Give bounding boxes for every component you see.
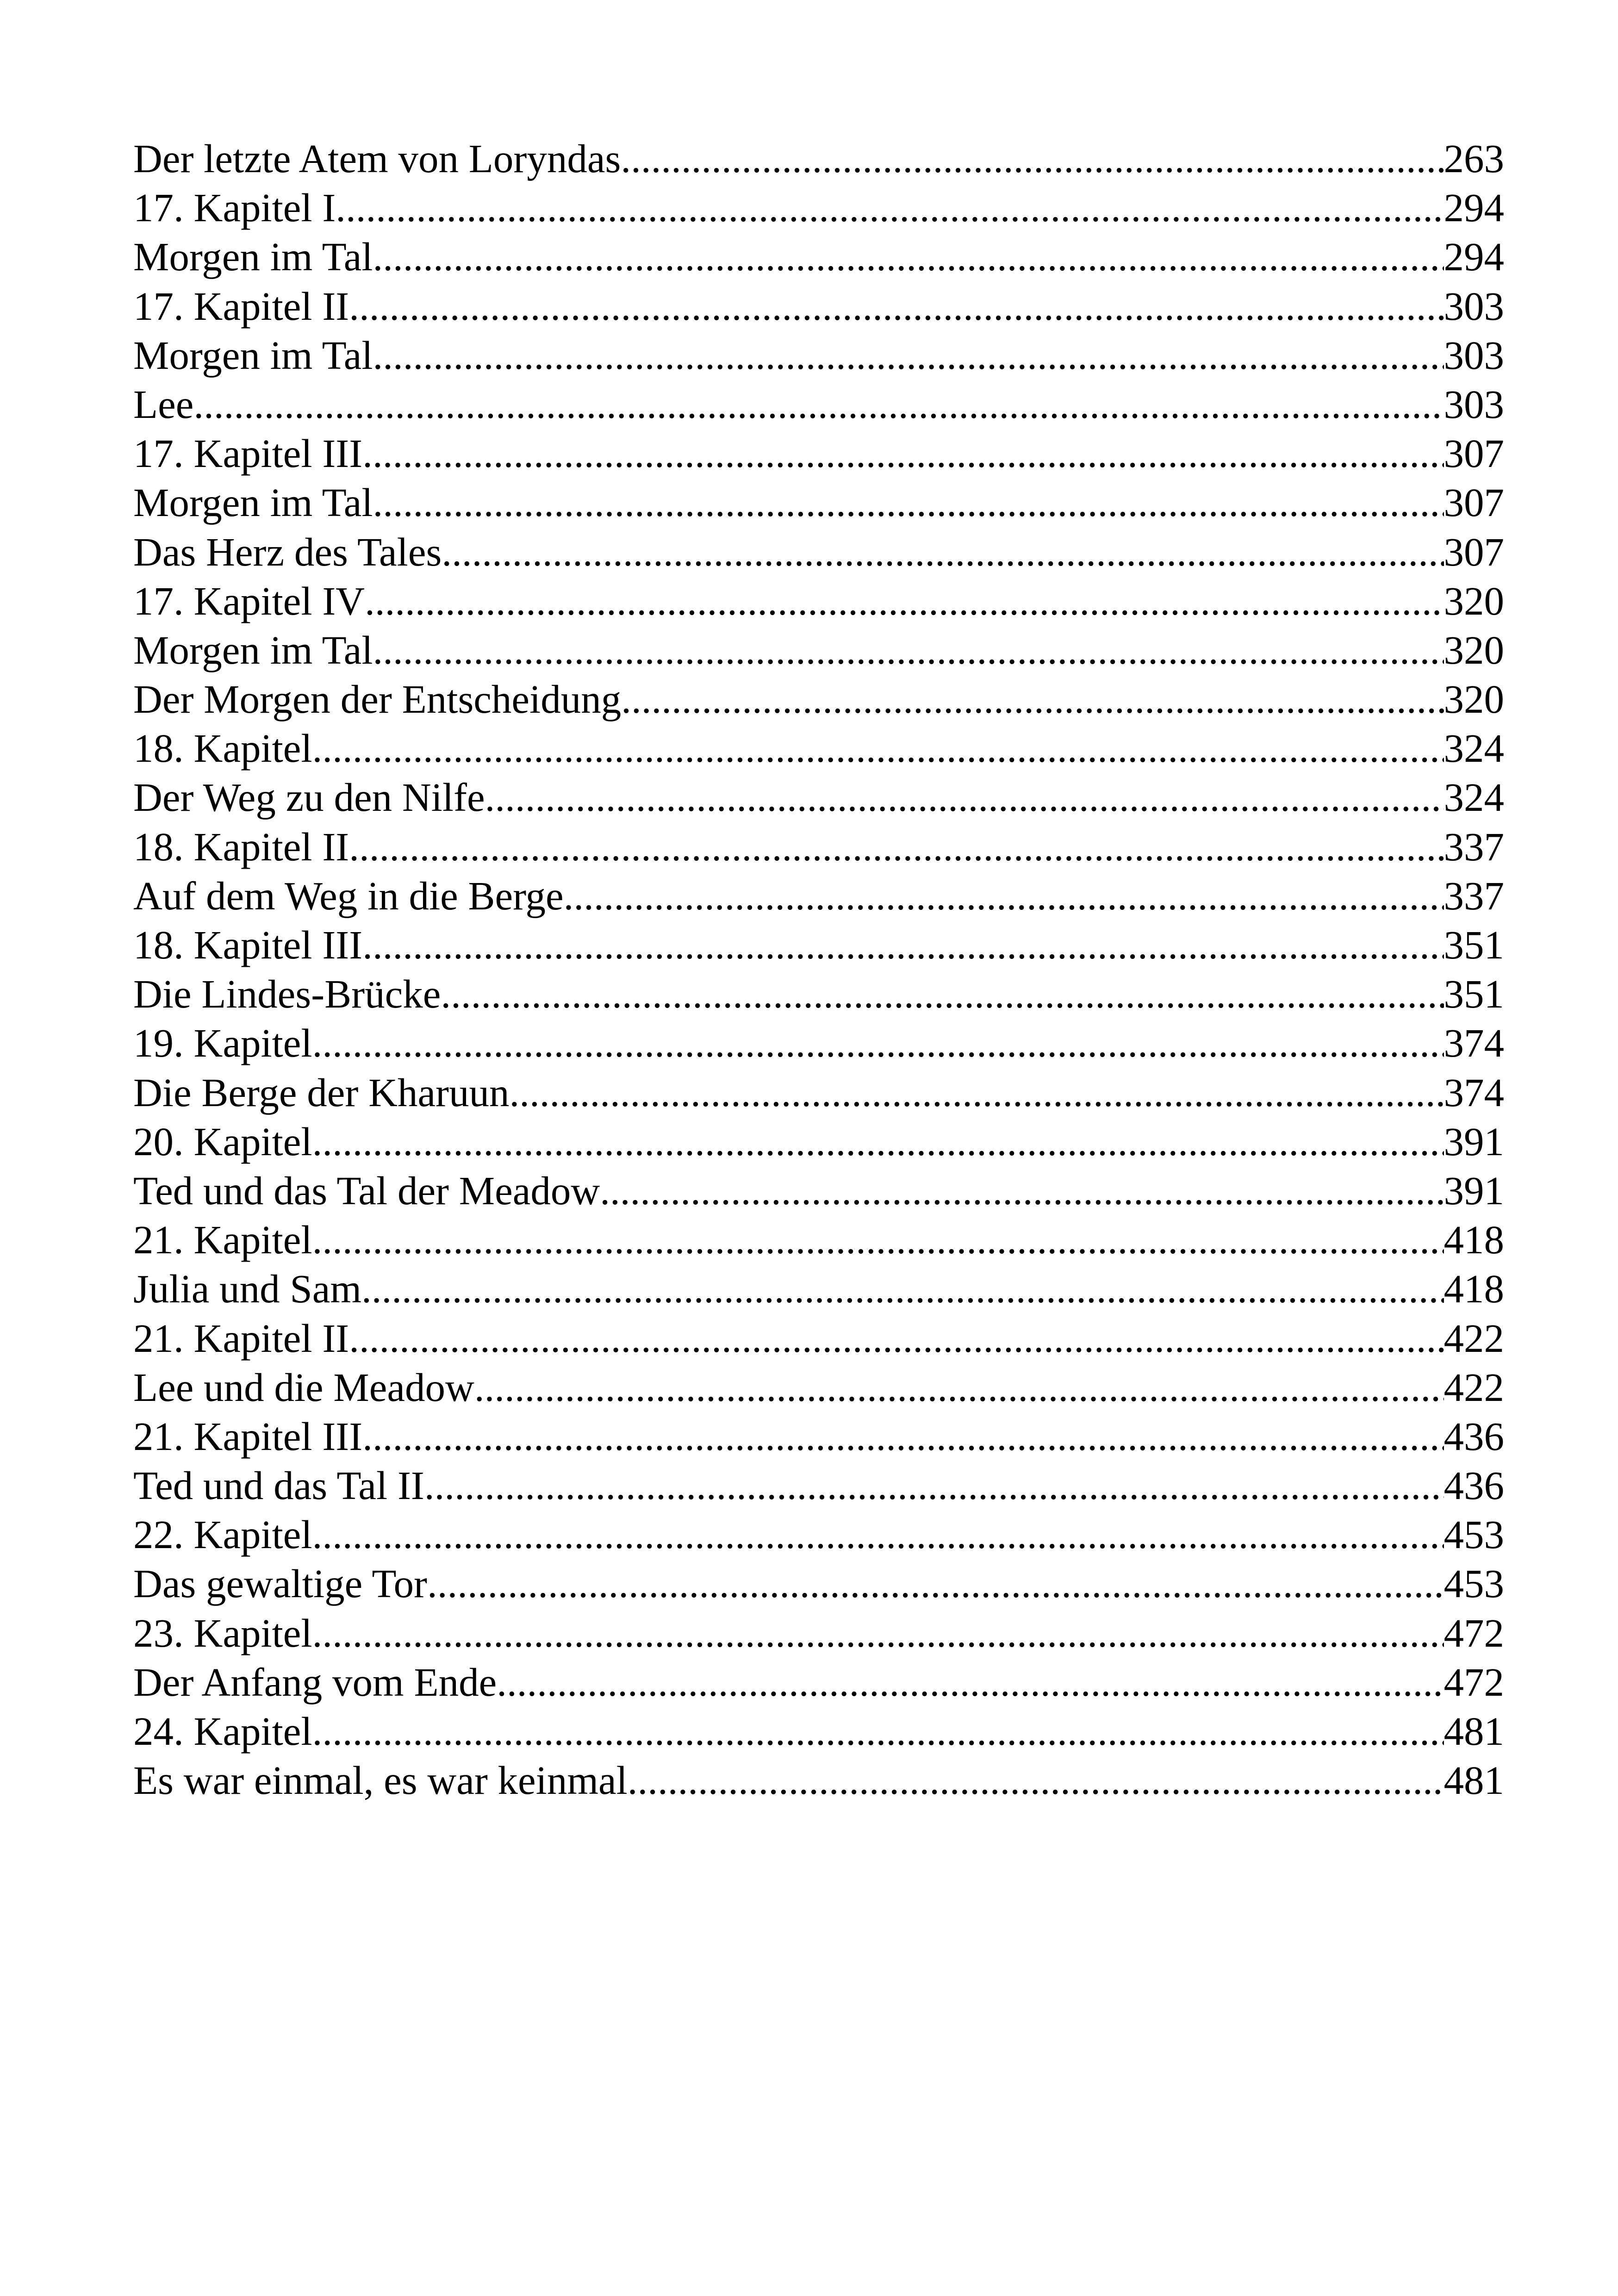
toc-entry-page-number: 422 bbox=[1444, 1315, 1504, 1361]
toc-entry-page-number: 418 bbox=[1444, 1217, 1504, 1263]
toc-dot-leader bbox=[362, 1412, 1444, 1461]
toc-entry[interactable] bbox=[133, 1264, 1504, 1313]
toc-entry[interactable] bbox=[133, 1658, 1504, 1707]
toc-dot-leader bbox=[312, 1117, 1444, 1166]
toc-entry-title: Morgen im Tal bbox=[133, 627, 373, 672]
toc-dot-leader bbox=[362, 429, 1444, 478]
toc-entry[interactable] bbox=[133, 1363, 1504, 1412]
toc-entry-title: 21. Kapitel bbox=[133, 1217, 312, 1263]
toc-dot-leader bbox=[373, 331, 1444, 380]
toc-entry-title: 20. Kapitel bbox=[133, 1119, 312, 1164]
toc-entry-page-number: 418 bbox=[1444, 1266, 1504, 1312]
toc-entry[interactable] bbox=[133, 1314, 1504, 1363]
toc-entry-title: 17. Kapitel II bbox=[133, 283, 349, 329]
toc-dot-leader bbox=[427, 1559, 1444, 1608]
toc-entry-title: Julia und Sam bbox=[133, 1266, 361, 1312]
toc-dot-leader bbox=[373, 478, 1444, 527]
toc-dot-leader bbox=[312, 724, 1444, 773]
toc-entry-title: 19. Kapitel bbox=[133, 1020, 312, 1066]
toc-entry[interactable] bbox=[133, 1707, 1504, 1756]
toc-entry[interactable] bbox=[133, 577, 1504, 626]
toc-entry-page-number: 374 bbox=[1444, 1020, 1504, 1066]
toc-dot-leader bbox=[361, 1264, 1444, 1313]
toc-entry[interactable] bbox=[133, 1756, 1504, 1805]
toc-dot-leader bbox=[365, 577, 1444, 626]
toc-entry-title: 18. Kapitel III bbox=[133, 922, 363, 967]
toc-entry[interactable] bbox=[133, 921, 1504, 970]
toc-dot-leader bbox=[362, 921, 1444, 970]
toc-entry-title: Morgen im Tal bbox=[133, 332, 373, 378]
toc-entry-page-number: 303 bbox=[1444, 381, 1504, 427]
toc-entry-title: Das gewaltige Tor bbox=[133, 1561, 427, 1606]
toc-entry[interactable] bbox=[133, 528, 1504, 577]
toc-dot-leader bbox=[424, 1461, 1444, 1510]
toc-entry-page-number: 337 bbox=[1444, 824, 1504, 869]
toc-entry-title: 21. Kapitel II bbox=[133, 1315, 349, 1361]
toc-entry[interactable] bbox=[133, 478, 1504, 527]
toc-dot-leader bbox=[312, 1707, 1444, 1756]
toc-entry-title: Ted und das Tal der Meadow bbox=[133, 1168, 600, 1213]
toc-entry-page-number: 453 bbox=[1444, 1561, 1504, 1606]
toc-dot-leader bbox=[312, 1019, 1444, 1068]
toc-entry-title: Morgen im Tal bbox=[133, 480, 373, 525]
toc-entry-page-number: 303 bbox=[1444, 283, 1504, 329]
toc-dot-leader bbox=[485, 773, 1444, 822]
toc-entry-title: Die Lindes-Brücke bbox=[133, 971, 441, 1017]
table-of-contents bbox=[133, 134, 1504, 1805]
toc-entry[interactable] bbox=[133, 1215, 1504, 1264]
toc-entry[interactable] bbox=[133, 970, 1504, 1019]
toc-entry-title: Lee bbox=[133, 381, 194, 427]
toc-entry[interactable] bbox=[133, 1461, 1504, 1510]
toc-entry-page-number: 307 bbox=[1444, 480, 1504, 525]
toc-dot-leader bbox=[312, 1215, 1444, 1264]
toc-entry-title: Morgen im Tal bbox=[133, 234, 373, 280]
toc-entry-title: 17. Kapitel III bbox=[133, 431, 363, 476]
toc-dot-leader bbox=[628, 1756, 1444, 1805]
toc-dot-leader bbox=[312, 1510, 1444, 1559]
toc-entry[interactable] bbox=[133, 675, 1504, 724]
toc-entry-title: 18. Kapitel bbox=[133, 726, 312, 771]
toc-dot-leader bbox=[349, 282, 1444, 331]
toc-entry-page-number: 320 bbox=[1444, 627, 1504, 672]
toc-entry[interactable] bbox=[133, 134, 1504, 183]
toc-entry[interactable] bbox=[133, 1559, 1504, 1608]
toc-entry-title: 23. Kapitel bbox=[133, 1610, 312, 1655]
toc-entry[interactable] bbox=[133, 282, 1504, 331]
toc-entry-title: Auf dem Weg in die Berge bbox=[133, 873, 564, 918]
toc-entry-page-number: 294 bbox=[1444, 234, 1504, 280]
toc-entry-page-number: 453 bbox=[1444, 1512, 1504, 1557]
toc-entry-page-number: 324 bbox=[1444, 775, 1504, 820]
toc-entry-page-number: 391 bbox=[1444, 1119, 1504, 1164]
toc-entry-page-number: 337 bbox=[1444, 873, 1504, 918]
toc-entry-page-number: 472 bbox=[1444, 1610, 1504, 1655]
toc-entry-title: Der Morgen der Entscheidung bbox=[133, 677, 622, 722]
toc-entry-title: Das Herz des Tales bbox=[133, 529, 442, 574]
toc-entry-page-number: 303 bbox=[1444, 332, 1504, 378]
toc-dot-leader bbox=[373, 626, 1444, 675]
toc-entry-title: Die Berge der Kharuun bbox=[133, 1070, 510, 1115]
toc-entry-page-number: 307 bbox=[1444, 431, 1504, 476]
toc-entry-title: Der Weg zu den Nilfe bbox=[133, 775, 485, 820]
toc-dot-leader bbox=[336, 183, 1444, 232]
toc-entry-title: 21. Kapitel III bbox=[133, 1413, 363, 1459]
toc-entry-page-number: 436 bbox=[1444, 1463, 1504, 1508]
toc-entry-page-number: 351 bbox=[1444, 922, 1504, 967]
toc-entry[interactable] bbox=[133, 380, 1504, 429]
toc-entry-title: Ted und das Tal II bbox=[133, 1463, 424, 1508]
toc-entry[interactable] bbox=[133, 232, 1504, 281]
toc-dot-leader bbox=[349, 822, 1444, 871]
toc-entry-title: 22. Kapitel bbox=[133, 1512, 312, 1557]
toc-dot-leader bbox=[621, 134, 1444, 183]
toc-entry-page-number: 472 bbox=[1444, 1659, 1504, 1705]
toc-entry-page-number: 351 bbox=[1444, 971, 1504, 1017]
toc-entry[interactable] bbox=[133, 1166, 1504, 1215]
toc-entry[interactable] bbox=[133, 1510, 1504, 1559]
toc-entry-title: Der Anfang vom Ende bbox=[133, 1659, 497, 1705]
toc-entry-title: 17. Kapitel IV bbox=[133, 578, 365, 623]
toc-entry[interactable] bbox=[133, 626, 1504, 675]
toc-entry[interactable] bbox=[133, 773, 1504, 822]
toc-entry[interactable] bbox=[133, 1117, 1504, 1166]
toc-entry-page-number: 391 bbox=[1444, 1168, 1504, 1213]
toc-entry[interactable] bbox=[133, 822, 1504, 871]
toc-entry-page-number: 436 bbox=[1444, 1413, 1504, 1459]
toc-entry[interactable] bbox=[133, 1609, 1504, 1658]
toc-entry-page-number: 481 bbox=[1444, 1758, 1504, 1803]
toc-entry-page-number: 374 bbox=[1444, 1070, 1504, 1115]
toc-dot-leader bbox=[600, 1166, 1444, 1215]
toc-dot-leader bbox=[441, 970, 1444, 1019]
toc-entry-page-number: 320 bbox=[1444, 578, 1504, 623]
toc-entry-page-number: 307 bbox=[1444, 529, 1504, 574]
toc-dot-leader bbox=[442, 528, 1444, 577]
toc-entry[interactable] bbox=[133, 724, 1504, 773]
toc-entry-page-number: 324 bbox=[1444, 726, 1504, 771]
toc-entry-page-number: 422 bbox=[1444, 1364, 1504, 1410]
toc-entry[interactable] bbox=[133, 1412, 1504, 1461]
toc-entry[interactable] bbox=[133, 871, 1504, 921]
toc-entry[interactable] bbox=[133, 1068, 1504, 1117]
toc-dot-leader bbox=[510, 1068, 1444, 1117]
toc-entry-page-number: 481 bbox=[1444, 1709, 1504, 1754]
toc-dot-leader bbox=[497, 1658, 1444, 1707]
toc-entry-page-number: 320 bbox=[1444, 677, 1504, 722]
toc-dot-leader bbox=[312, 1609, 1444, 1658]
toc-entry-title: Lee und die Meadow bbox=[133, 1364, 474, 1410]
toc-entry-page-number: 294 bbox=[1444, 185, 1504, 230]
toc-dot-leader bbox=[373, 232, 1444, 281]
toc-entry-title: Es war einmal, es war keinmal bbox=[133, 1758, 628, 1803]
toc-dot-leader bbox=[564, 871, 1444, 921]
toc-entry-title: 18. Kapitel II bbox=[133, 824, 349, 869]
toc-dot-leader bbox=[349, 1314, 1444, 1363]
toc-dot-leader bbox=[621, 675, 1444, 724]
toc-entry-page-number: 263 bbox=[1444, 136, 1504, 181]
toc-dot-leader bbox=[474, 1363, 1444, 1412]
toc-entry-title: Der letzte Atem von Loryndas bbox=[133, 136, 621, 181]
toc-dot-leader bbox=[193, 380, 1444, 429]
toc-entry[interactable] bbox=[133, 331, 1504, 380]
toc-entry[interactable] bbox=[133, 183, 1504, 232]
toc-entry[interactable] bbox=[133, 429, 1504, 478]
toc-entry[interactable] bbox=[133, 1019, 1504, 1068]
toc-entry-title: 24. Kapitel bbox=[133, 1709, 312, 1754]
toc-entry-title: 17. Kapitel I bbox=[133, 185, 336, 230]
